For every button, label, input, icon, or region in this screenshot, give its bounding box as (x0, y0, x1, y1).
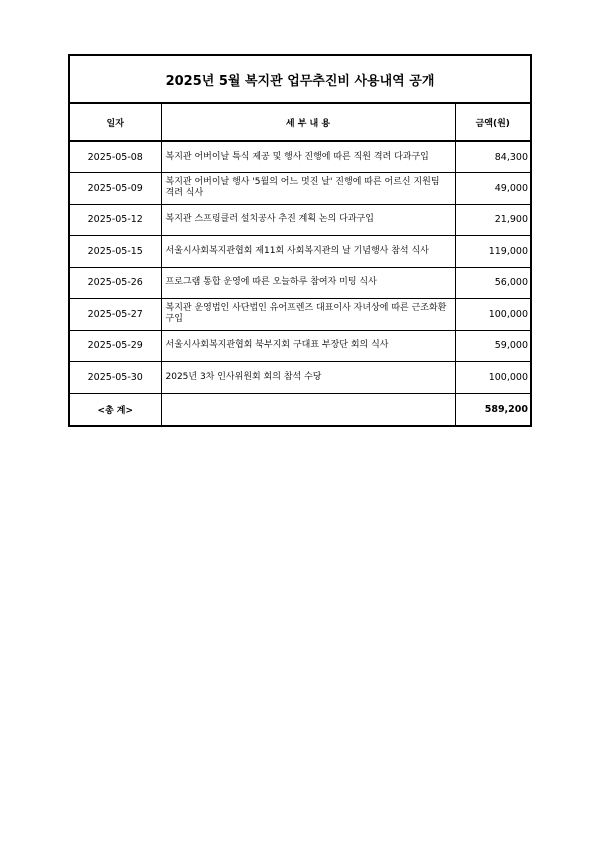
row-date: 2025-05-27 (70, 299, 161, 331)
total-label: <총 계> (70, 393, 161, 425)
row-amount: 49,000 (455, 173, 530, 205)
row-description: 복지관 어버이날 행사 '5월의 어느 멋진 날' 진행에 따른 어르신 지원팀 격려 식사 (161, 173, 455, 205)
row-amount: 84,300 (455, 141, 530, 173)
table-row (70, 299, 530, 331)
total-row (70, 393, 530, 425)
expense-report (68, 54, 532, 427)
row-description: 서울시사회복지관협회 제11회 사회복지관의 날 기념행사 참석 식사 (161, 236, 455, 268)
row-date: 2025-05-29 (70, 330, 161, 362)
row-date: 2025-05-15 (70, 236, 161, 268)
row-amount: 56,000 (455, 267, 530, 299)
row-description: 서울시사회복지관협회 북부지회 구대표 부장단 회의 식사 (161, 330, 455, 362)
total-amount: 589,200 (455, 393, 530, 425)
header-amount: 금액(원) (455, 104, 530, 141)
expense-table (70, 104, 530, 425)
row-description: 복지관 스프링클러 설치공사 추진 계획 논의 다과구입 (161, 204, 455, 236)
row-amount: 119,000 (455, 236, 530, 268)
row-amount: 100,000 (455, 362, 530, 394)
page-title: 2025년 5월 복지관 업무추진비 사용내역 공개 (70, 56, 530, 104)
row-date: 2025-05-08 (70, 141, 161, 173)
row-date: 2025-05-26 (70, 267, 161, 299)
row-date: 2025-05-09 (70, 173, 161, 205)
table-row (70, 141, 530, 173)
table-row (70, 330, 530, 362)
row-date: 2025-05-12 (70, 204, 161, 236)
header-date: 일자 (70, 104, 161, 141)
row-amount: 59,000 (455, 330, 530, 362)
table-row (70, 173, 530, 205)
row-description: 복지관 운영법인 사단법인 유어프렌즈 대표이사 자녀상에 따른 근조화환 구입 (161, 299, 455, 331)
table-header-row (70, 104, 530, 141)
row-date: 2025-05-30 (70, 362, 161, 394)
header-description: 세 부 내 용 (161, 104, 455, 141)
row-amount: 100,000 (455, 299, 530, 331)
table-row (70, 267, 530, 299)
table-row (70, 236, 530, 268)
row-description: 복지관 어버이날 특식 제공 및 행사 진행에 따른 직원 격려 다과구입 (161, 141, 455, 173)
table-row (70, 204, 530, 236)
row-amount: 21,900 (455, 204, 530, 236)
row-description: 프로그램 통합 운영에 따른 오늘하루 참여자 미팅 식사 (161, 267, 455, 299)
table-row (70, 362, 530, 394)
total-description-empty (161, 393, 455, 425)
row-description: 2025년 3차 인사위원회 회의 참석 수당 (161, 362, 455, 394)
